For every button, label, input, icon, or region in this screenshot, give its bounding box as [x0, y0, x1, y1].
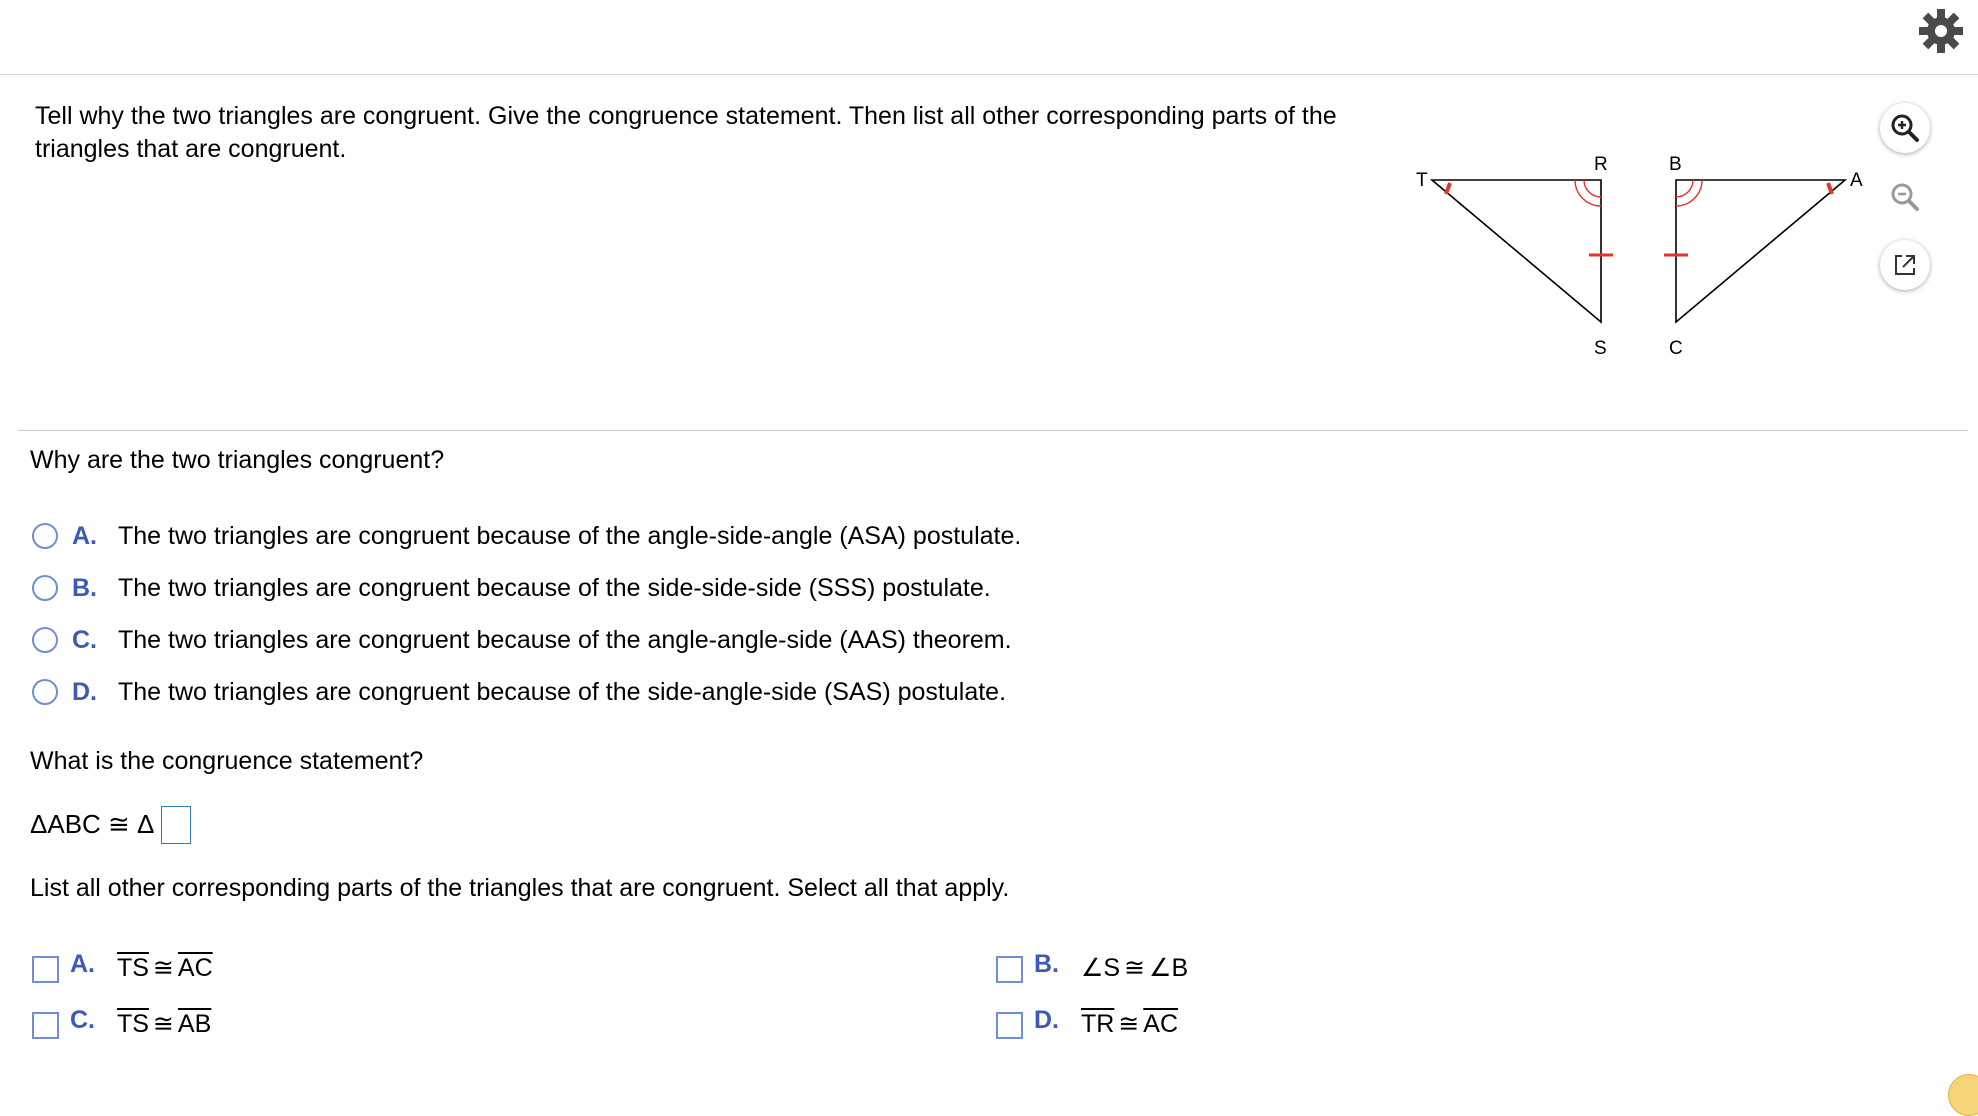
- label-r: R: [1594, 154, 1608, 175]
- label-b: B: [1669, 154, 1682, 175]
- angle-mark-r-outer: [1575, 180, 1601, 206]
- segment-left: $\overline{TR}$: [1081, 1010, 1115, 1038]
- segment-right: $\overline{AC}$: [1143, 1010, 1179, 1038]
- option-letter: C.: [70, 1006, 95, 1034]
- option-expression: [117, 1004, 211, 1044]
- triangles-figure: [1408, 146, 1870, 372]
- angle-right: ∠B: [1149, 954, 1189, 982]
- label-a: A: [1850, 170, 1863, 191]
- zoom-out-icon: [1880, 172, 1930, 222]
- radio-button[interactable]: [32, 679, 58, 705]
- angle-mark-a: [1828, 183, 1832, 194]
- zoom-out-button[interactable]: [1880, 172, 1930, 222]
- option-letter: B.: [72, 574, 97, 602]
- radio-button[interactable]: [32, 575, 58, 601]
- option-letter: D.: [72, 678, 97, 706]
- label-t: T: [1416, 170, 1428, 191]
- option-letter: C.: [72, 626, 97, 654]
- congruent-symbol: ≅: [1124, 954, 1146, 982]
- option-expression: [117, 948, 213, 988]
- question1-prompt: Why are the two triangles congruent?: [30, 446, 445, 474]
- triangle-bac: [1676, 180, 1845, 322]
- top-bar: [0, 0, 1978, 75]
- option-letter: B.: [1034, 950, 1059, 978]
- option-expression: [1081, 948, 1188, 988]
- angle-left: ∠S: [1081, 954, 1121, 982]
- angle-mark-t: [1446, 183, 1450, 194]
- help-badge[interactable]: [1948, 1074, 1978, 1116]
- option-text: The two triangles are congruent because of the angle-side-angle (ASA) postulate.: [118, 522, 1022, 550]
- option-text: The two triangles are congruent because of the side-angle-side (SAS) postulate.: [118, 678, 1007, 706]
- label-c: C: [1669, 338, 1683, 359]
- question3-prompt: List all other corresponding parts of the triangles that are congruent. Select all that apply.: [30, 874, 1010, 902]
- option-letter: D.: [1034, 1006, 1059, 1034]
- popout-button[interactable]: [1880, 240, 1930, 290]
- triangle-trs: [1432, 180, 1601, 322]
- congruent-symbol: ≅: [152, 1010, 174, 1038]
- checkbox[interactable]: [32, 1012, 59, 1039]
- zoom-in-icon: [1880, 103, 1930, 153]
- option-text: The two triangles are congruent because of the side-side-side (SSS) postulate.: [118, 574, 991, 602]
- congruent-symbol: ≅: [1118, 1010, 1140, 1038]
- congruence-statement-prefix: ΔABC ≅ Δ: [30, 809, 155, 839]
- congruence-answer-input[interactable]: [161, 806, 191, 844]
- segment-right: $\overline{AB}$: [177, 1010, 212, 1038]
- checkbox[interactable]: [996, 956, 1023, 983]
- segment-left: $\overline{TS}$: [117, 1010, 149, 1038]
- angle-mark-r-inner: [1584, 180, 1601, 197]
- radio-button[interactable]: [32, 627, 58, 653]
- option-text: The two triangles are congruent because of the angle-angle-side (AAS) theorem.: [118, 626, 1012, 654]
- segment-right: $\overline{AC}$: [177, 954, 213, 982]
- popout-icon: [1880, 240, 1930, 290]
- checkbox[interactable]: [996, 1012, 1023, 1039]
- angle-mark-b-outer: [1676, 180, 1702, 206]
- gear-icon[interactable]: [1918, 8, 1964, 54]
- option-letter: A.: [72, 522, 97, 550]
- checkbox[interactable]: [32, 956, 59, 983]
- zoom-in-button[interactable]: [1880, 103, 1930, 153]
- section-divider: [18, 430, 1968, 431]
- option-expression: [1081, 1004, 1178, 1044]
- instructions-text: Tell why the two triangles are congruent. Give the congruence statement. Then list all other corresponding parts of the triangles that are congruent.: [35, 102, 1337, 163]
- radio-button[interactable]: [32, 523, 58, 549]
- congruent-symbol: ≅: [152, 954, 174, 982]
- label-s: S: [1594, 338, 1607, 359]
- angle-mark-b-inner: [1676, 180, 1693, 197]
- question2-prompt: What is the congruence statement?: [30, 747, 424, 775]
- segment-left: $\overline{TS}$: [117, 954, 149, 982]
- option-letter: A.: [70, 950, 95, 978]
